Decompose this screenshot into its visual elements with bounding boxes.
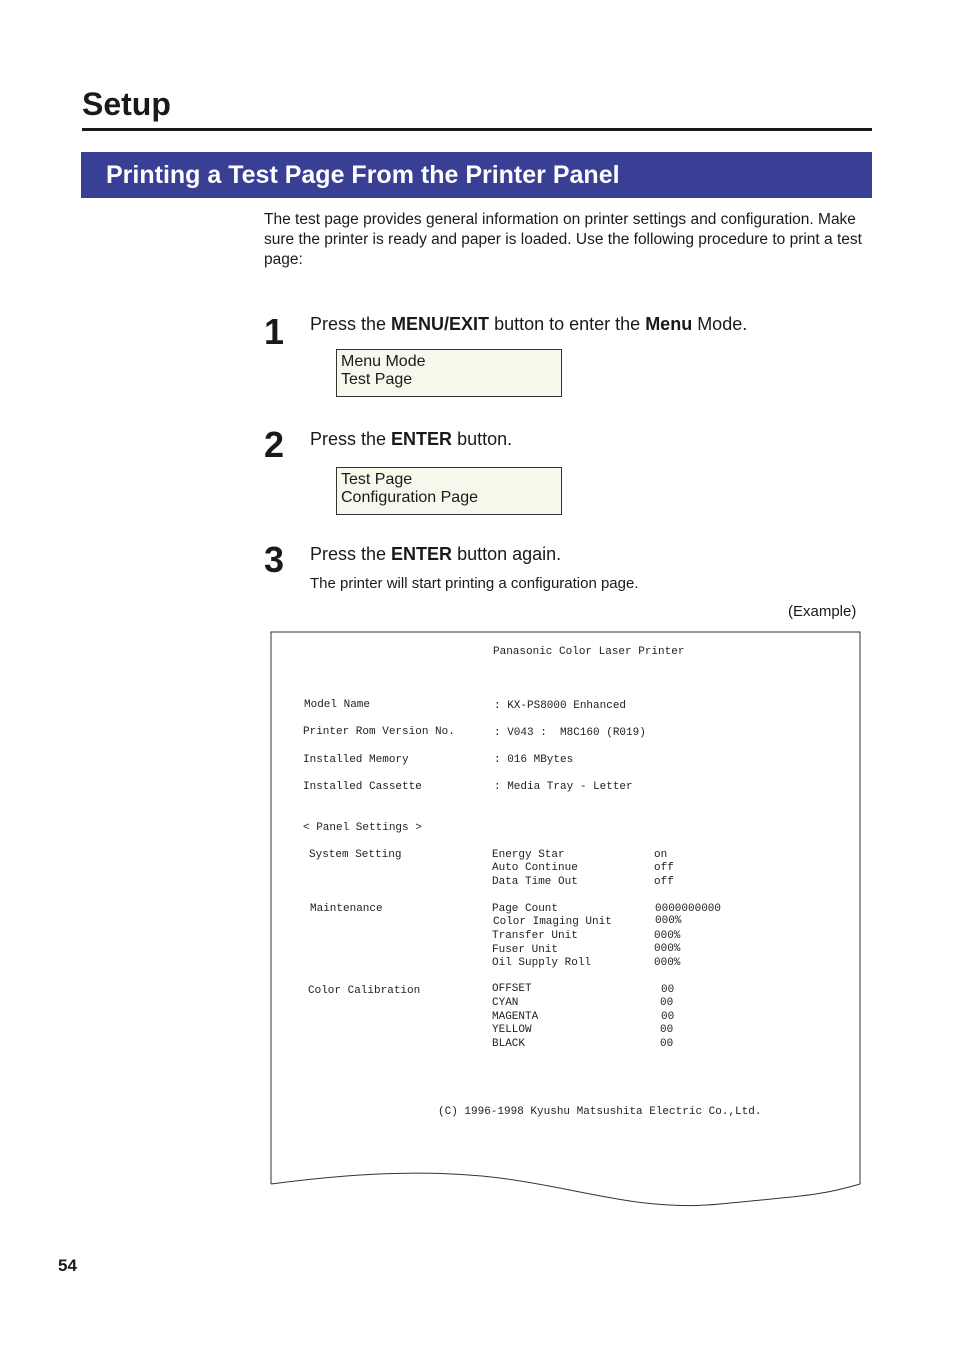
step-3-prefix: Press the bbox=[310, 544, 392, 564]
lcd-line-1: Menu Mode bbox=[341, 353, 426, 370]
setting-label: Page Count bbox=[492, 903, 559, 915]
step-1-mode: Menu bbox=[645, 314, 693, 334]
step-1-key: MENU/EXIT bbox=[391, 314, 490, 334]
setting-value: off bbox=[654, 876, 674, 888]
setting-label: Color Imaging Unit bbox=[493, 916, 612, 928]
setting-label: Energy Star bbox=[492, 849, 565, 861]
setting-label: MAGENTA bbox=[492, 1011, 539, 1023]
info-value-memory: : 016 MBytes bbox=[494, 754, 574, 766]
info-value-cassette: : Media Tray - Letter bbox=[494, 781, 633, 793]
setting-label: Oil Supply Roll bbox=[492, 957, 592, 969]
info-label-model: Model Name bbox=[304, 699, 371, 711]
step-3-suffix: button again. bbox=[452, 544, 562, 564]
setting-value: 00 bbox=[661, 984, 675, 996]
printout-heading: Panasonic Color Laser Printer bbox=[493, 646, 685, 658]
setting-value: 0000000000 bbox=[655, 903, 722, 915]
step-2-key: ENTER bbox=[391, 429, 453, 449]
info-label-rom: Printer Rom Version No. bbox=[303, 726, 455, 738]
step-2-suffix: button. bbox=[452, 429, 513, 449]
step-1-prefix: Press the bbox=[310, 314, 392, 334]
lcd-line-2: Configuration Page bbox=[341, 489, 478, 506]
setting-value: 000% bbox=[654, 930, 681, 942]
step-3-key: ENTER bbox=[391, 544, 453, 564]
panel-settings-heading: < Panel Settings > bbox=[303, 822, 422, 834]
page-title: Setup bbox=[82, 86, 171, 122]
group-name-calibration: Color Calibration bbox=[308, 985, 421, 997]
setting-value: 000% bbox=[654, 943, 681, 955]
step-1-number: 1 bbox=[264, 311, 285, 352]
setting-value: off bbox=[654, 862, 674, 874]
setting-value: 00 bbox=[660, 1038, 674, 1050]
setting-label: Data Time Out bbox=[492, 876, 578, 888]
group-name-maintenance: Maintenance bbox=[310, 903, 383, 915]
setting-value: 000% bbox=[654, 957, 681, 969]
setting-label: YELLOW bbox=[492, 1024, 532, 1036]
step-1-middle: button to enter the bbox=[489, 314, 646, 334]
setting-label: Fuser Unit bbox=[492, 944, 559, 956]
setting-label: Auto Continue bbox=[492, 862, 578, 874]
step-2-number: 2 bbox=[264, 424, 285, 465]
setting-value: 000% bbox=[655, 915, 682, 927]
lcd-line-2: Test Page bbox=[341, 371, 413, 388]
info-value-model: : KX-PS8000 Enhanced bbox=[494, 700, 627, 712]
setting-label: Transfer Unit bbox=[492, 930, 578, 942]
info-value-rom: : V043 : M8C160 (R019) bbox=[494, 727, 646, 739]
step-3-note: The printer will start printing a configuration page. bbox=[310, 575, 639, 592]
page-number: 54 bbox=[58, 1256, 77, 1275]
setting-label: OFFSET bbox=[492, 983, 532, 995]
example-label: (Example) bbox=[788, 603, 857, 620]
step-1-suffix: Mode. bbox=[692, 314, 748, 334]
setting-label: BLACK bbox=[492, 1038, 526, 1050]
setting-value: on bbox=[654, 849, 668, 861]
group-name-system: System Setting bbox=[309, 849, 402, 861]
printout-copyright: (C) 1996-1998 Kyushu Matsushita Electric Co.,Ltd. bbox=[438, 1106, 762, 1118]
intro-paragraph: The test page provides general information on printer settings and configuration. Make sure the printer is ready and paper is loaded. Use the following procedure to print a test page: bbox=[264, 211, 862, 268]
section-title: Printing a Test Page From the Printer Panel bbox=[106, 161, 620, 189]
step-2-prefix: Press the bbox=[310, 429, 392, 449]
info-label-memory: Installed Memory bbox=[303, 754, 409, 766]
info-label-cassette: Installed Cassette bbox=[303, 781, 422, 793]
setting-label: CYAN bbox=[492, 997, 519, 1009]
lcd-line-1: Test Page bbox=[341, 471, 413, 488]
setting-value: 00 bbox=[660, 997, 674, 1009]
setting-value: 00 bbox=[660, 1024, 674, 1036]
step-3-number: 3 bbox=[264, 539, 285, 580]
setting-value: 00 bbox=[661, 1011, 675, 1023]
